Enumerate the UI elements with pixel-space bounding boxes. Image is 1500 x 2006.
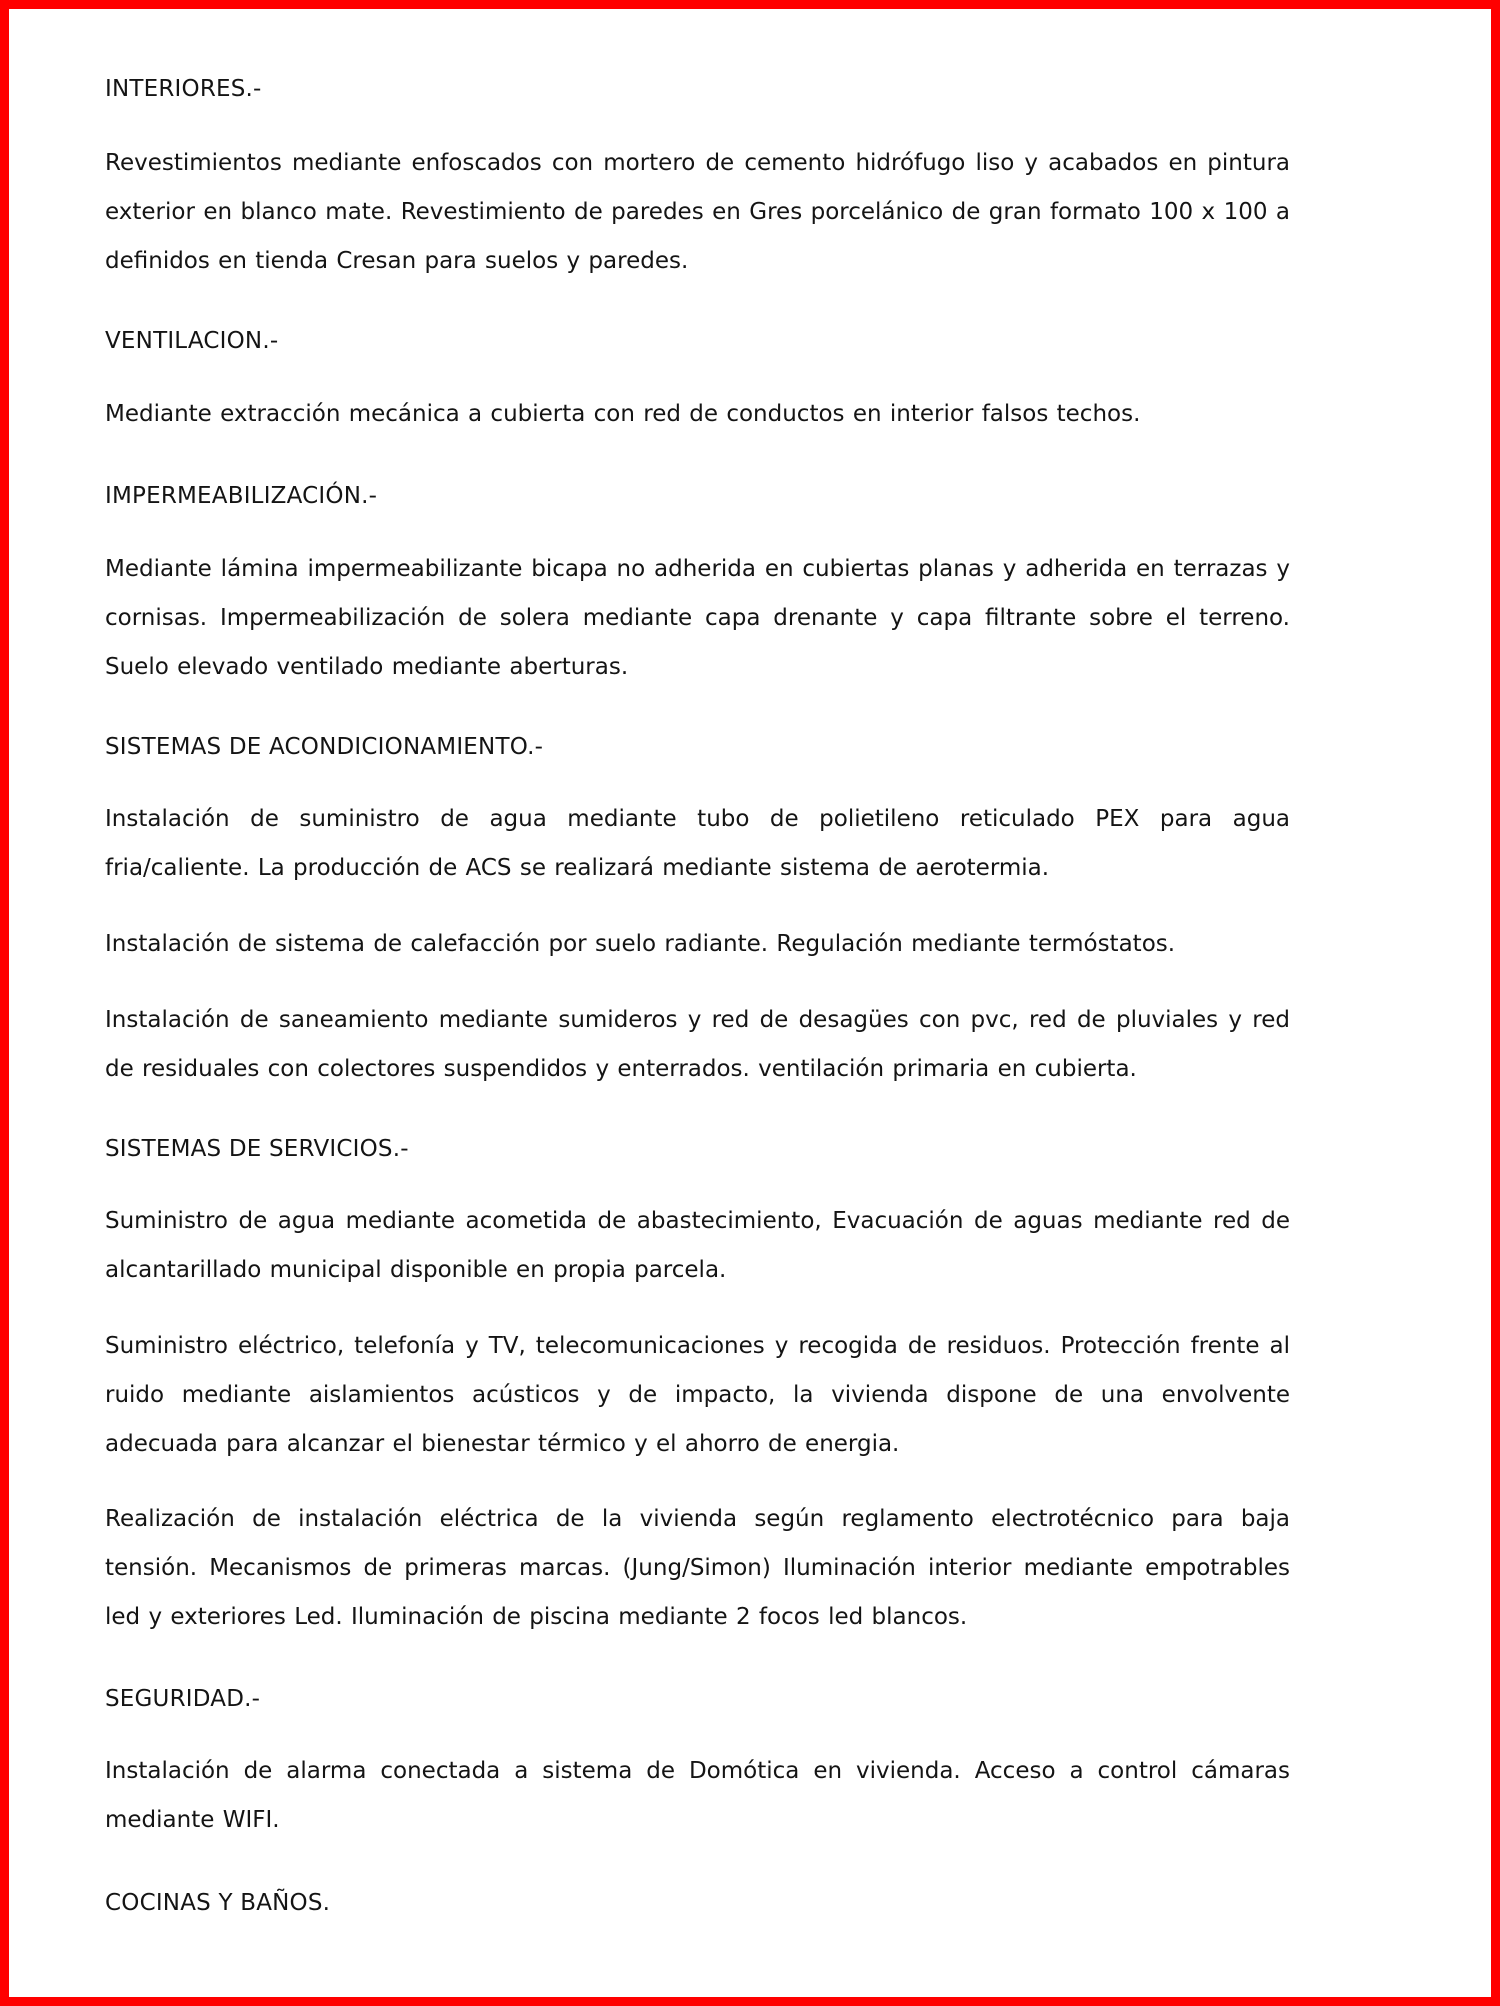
heading-interiores: INTERIORES.- <box>105 76 262 102</box>
paragraph-seguridad: Instalación de alarma conectada a sistema de Domótica en vivienda. Acceso a control cámaras mediante WIFI. <box>105 1758 1290 1833</box>
paragraph-impermeabilizacion: Mediante lámina impermeabilizante bicapa no adherida en cubiertas planas y adherida en terrazas y cornisas. Impermeabilización de solera mediante capa drenante y capa filtrante sobre el terreno. Suelo elevado ventilado mediante aberturas. <box>105 556 1290 680</box>
paragraph-interiores: Revestimientos mediante enfoscados con mortero de cemento hidrófugo liso y acabados en pintura exterior en blanco mate. Revestimiento de paredes en Gres porcelánico de gran formato 100 x 100 a definidos en tienda Cresan para suelos y paredes. <box>105 150 1290 274</box>
paragraph-acondicionamiento-saneamiento: Instalación de saneamiento mediante sumideros y red de desagües con pvc, red de pluviales y red de residuales con colectores suspendidos y enterrados. ventilación primaria en cubierta. <box>105 1007 1290 1082</box>
paragraph-servicios-instalacion-electrica: Realización de instalación eléctrica de la vivienda según reglamento electrotécnico para baja tensión. Mecanismos de primeras marcas. (Jung/Simon) Iluminación interior mediante empotrables led y exteriores Led. Iluminación de piscina mediante 2 focos led blancos. <box>105 1506 1290 1630</box>
heading-seguridad: SEGURIDAD.- <box>105 1686 261 1712</box>
heading-cocinas-banos: COCINAS Y BAÑOS. <box>105 1890 331 1916</box>
heading-sistemas-acondicionamiento: SISTEMAS DE ACONDICIONAMIENTO.- <box>105 734 544 760</box>
heading-ventilacion: VENTILACION.- <box>105 328 279 354</box>
paragraph-acondicionamiento-agua: Instalación de suministro de agua mediante tubo de polietileno reticulado PEX para agua fria/caliente. La producción de ACS se realizará mediante sistema de aerotermia. <box>105 806 1290 881</box>
document-page <box>105 9 1293 2006</box>
heading-impermeabilizacion: IMPERMEABILIZACIÓN.- <box>105 483 378 509</box>
paragraph-servicios-electrico: Suministro eléctrico, telefonía y TV, telecomunicaciones y recogida de residuos. Protección frente al ruido mediante aislamientos acústicos y de impacto, la vivienda dispone de una envolvente adecuada para alcanzar el bienestar térmico y el ahorro de energia. <box>105 1333 1290 1457</box>
paragraph-ventilacion: Mediante extracción mecánica a cubierta con red de conductos en interior falsos techos. <box>105 401 1141 427</box>
paragraph-acondicionamiento-calefaccion: Instalación de sistema de calefacción por suelo radiante. Regulación mediante termóstatos. <box>105 931 1176 957</box>
heading-sistemas-servicios: SISTEMAS DE SERVICIOS.- <box>105 1136 409 1162</box>
paragraph-servicios-agua: Suministro de agua mediante acometida de abastecimiento, Evacuación de aguas mediante red de alcantarillado municipal disponible en propia parcela. <box>105 1208 1290 1283</box>
